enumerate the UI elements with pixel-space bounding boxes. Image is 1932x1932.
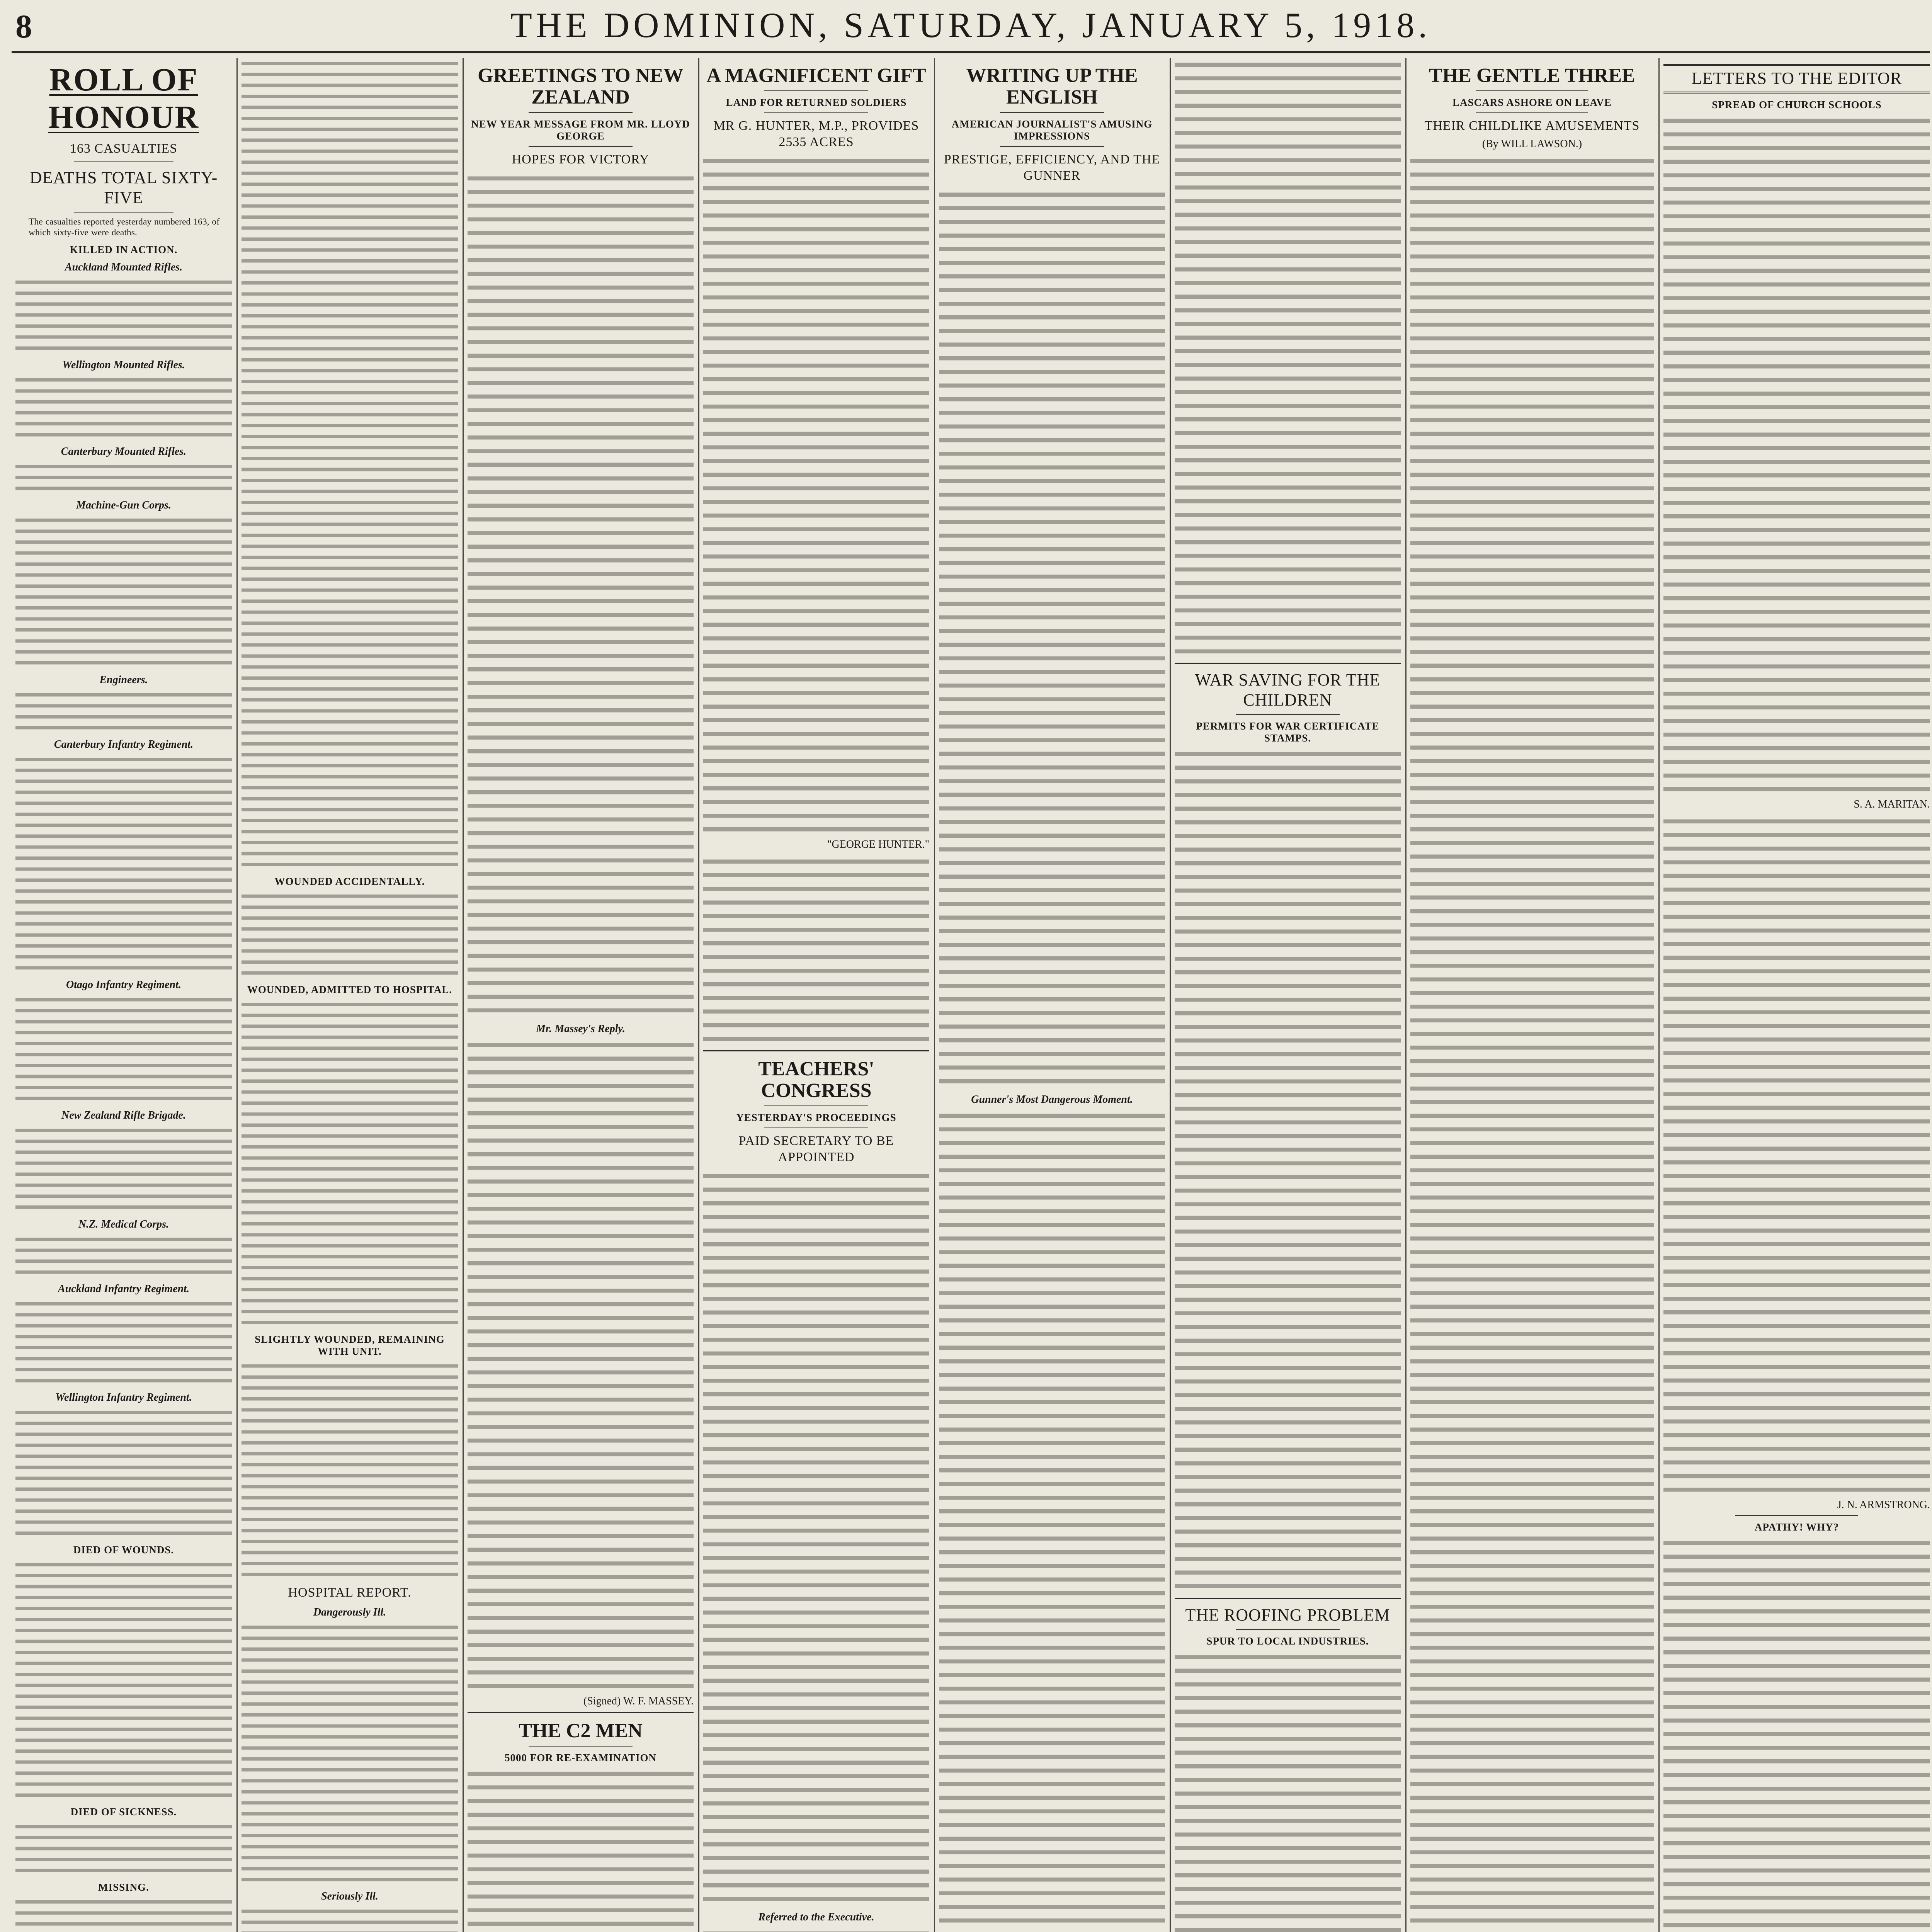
unit-heading: Auckland Infantry Regiment. [58, 1283, 189, 1295]
section-killed: KILLED IN ACTION. [70, 243, 178, 255]
english-deck: PRESTIGE, EFFICIENCY, AND THE GUNNER [944, 152, 1160, 183]
name-list [242, 1361, 458, 1580]
greetings-headline: GREETINGS TO NEW ZEALAND [478, 65, 684, 108]
signature: "GEORGE HUNTER." [827, 838, 929, 850]
english-subhead: AMERICAN JOURNALIST'S AMUSING IMPRESSIONS [951, 118, 1153, 142]
letters-headline: LETTERS TO THE EDITOR [1663, 64, 1930, 94]
column-letters [1663, 58, 1930, 1932]
war-saving-headline: WAR SAVING FOR THE CHILDREN [1195, 670, 1381, 710]
unit-heading: New Zealand Rifle Brigade. [61, 1109, 186, 1122]
unit-heading: Canterbury Infantry Regiment. [54, 738, 194, 751]
name-list [15, 1559, 232, 1801]
unit-heading: Machine-Gun Corps. [76, 499, 171, 512]
name-list [242, 1622, 458, 1885]
article-body [468, 172, 694, 1017]
subsection-heading: Referred to the Executive. [758, 1911, 874, 1923]
article-body [468, 1767, 694, 1932]
subsection-heading: Mr. Massey's Reply. [536, 1022, 625, 1035]
apathy-heading: APATHY! WHY? [1754, 1521, 1839, 1533]
divider [1000, 146, 1104, 147]
unit-heading: Otago Infantry Regiment. [66, 979, 181, 991]
column-divider [236, 58, 238, 1932]
unit-heading: Seriously Ill. [321, 1890, 378, 1903]
name-list [15, 515, 232, 668]
name-list [15, 1896, 232, 1932]
divider [1476, 112, 1588, 113]
masthead [0, 0, 1932, 58]
column-divider [1170, 58, 1171, 1932]
byline: (By WILL LAWSON.) [1482, 138, 1582, 150]
signature: S. A. MARITAN. [1854, 798, 1930, 810]
section-slightly-wounded: SLIGHTLY WOUNDED, REMAINING WITH UNIT. [255, 1333, 445, 1357]
divider [1236, 714, 1340, 715]
unit-heading: Wellington Mounted Rifles. [62, 359, 185, 371]
letters-subhead: SPREAD OF CHURCH SCHOOLS [1712, 99, 1882, 111]
divider [529, 146, 633, 147]
letter-body [1663, 114, 1930, 796]
casualties-subhead: 163 CASUALTIES [70, 141, 178, 156]
divider [74, 212, 173, 213]
deaths-headline: DEATHS TOTAL SIXTY-FIVE [29, 168, 218, 207]
teachers-deck: PAID SECRETARY TO BE APPOINTED [738, 1134, 894, 1165]
casualty-intro: The casualties reported yesterday numbered 163, of which sixty-five were deaths. [29, 217, 220, 238]
name-list [15, 1407, 232, 1539]
section-hospital-report: HOSPITAL REPORT. [288, 1585, 412, 1600]
divider [468, 1712, 694, 1713]
column-divider [1405, 58, 1406, 1932]
unit-heading: Dangerously Ill. [313, 1606, 386, 1618]
divider [74, 161, 173, 162]
article-body [703, 1927, 929, 1932]
gentle-three-headline: THE GENTLE THREE [1429, 65, 1635, 87]
column-casualty-continuation [242, 58, 458, 1932]
article-body [703, 855, 929, 1046]
divider [764, 1105, 868, 1106]
c2-subhead: 5000 FOR RE-EXAMINATION [505, 1752, 656, 1764]
roofing-subhead: SPUR TO LOCAL INDUSTRIES. [1206, 1635, 1369, 1647]
masthead-rule [12, 51, 1930, 53]
unit-heading: Canterbury Mounted Rifles. [61, 446, 187, 457]
unit-heading: N.Z. Medical Corps. [78, 1218, 169, 1230]
english-headline: WRITING UP THE ENGLISH [966, 65, 1138, 108]
name-list [242, 1906, 458, 1932]
name-list [15, 1234, 232, 1278]
column-magnificent-gift [703, 58, 929, 1932]
name-list [15, 374, 232, 440]
letter-body [1663, 815, 1930, 1497]
gift-headline: A MAGNIFICENT GIFT [706, 65, 926, 87]
name-list [242, 58, 458, 870]
divider [703, 1050, 929, 1051]
divider [529, 1746, 633, 1747]
name-list [15, 1298, 232, 1386]
name-list [15, 994, 232, 1104]
greetings-subhead: NEW YEAR MESSAGE FROM MR. LLOYD GEORGE [471, 118, 690, 142]
article-body [468, 1038, 694, 1693]
name-list [15, 689, 232, 733]
greetings-deck: HOPES FOR VICTORY [512, 152, 650, 167]
roofing-headline: THE ROOFING PROBLEM [1185, 1605, 1390, 1624]
gift-deck: MR G. HUNTER, M.P., PROVIDES 2535 ACRES [713, 119, 919, 149]
name-list [15, 1125, 232, 1213]
gift-subhead: LAND FOR RETURNED SOLDIERS [726, 97, 907, 108]
roll-of-honour-title: ROLL OF HONOUR [48, 62, 199, 135]
article-body [1175, 1650, 1401, 1932]
divider [764, 90, 868, 91]
column-divider [1658, 58, 1660, 1932]
column-greetings [468, 58, 694, 1932]
column-divider [698, 58, 699, 1932]
unit-heading: Auckland Mounted Rifles. [65, 261, 183, 273]
unit-heading: Wellington Infantry Regiment. [55, 1391, 192, 1404]
name-list [15, 461, 232, 494]
section-wounded-accidentally: WOUNDED ACCIDENTALLY. [274, 875, 425, 887]
article-body [939, 188, 1165, 1088]
article-body [1175, 747, 1401, 1593]
divider [529, 112, 633, 113]
divider [1175, 1598, 1401, 1599]
section-admitted-hospital: WOUNDED, ADMITTED TO HOSPITAL. [247, 983, 452, 995]
column-writing-up-english [939, 58, 1165, 1932]
name-list [15, 277, 232, 354]
article-body [1410, 154, 1654, 1932]
column-roll-of-honour [15, 58, 232, 1932]
article-body [703, 1169, 929, 1906]
divider [764, 112, 868, 113]
column-divider [934, 58, 935, 1932]
section-missing: MISSING. [98, 1881, 149, 1893]
signature: (Signed) W. F. MASSEY. [583, 1695, 694, 1707]
article-body [939, 1109, 1165, 1932]
teachers-subhead: YESTERDAY'S PROCEEDINGS [736, 1112, 896, 1124]
name-list [15, 754, 232, 973]
name-list [15, 1821, 232, 1876]
column-war-saving [1175, 58, 1401, 1932]
letter-body [1663, 1536, 1930, 1932]
war-saving-subhead: PERMITS FOR WAR CERTIFICATE STAMPS. [1196, 720, 1379, 744]
column-divider [463, 58, 464, 1932]
divider [1000, 112, 1104, 113]
newspaper-title: THE DOMINION, SATURDAY, JANUARY 5, 1918. [510, 5, 1431, 45]
page-number: 8 [15, 8, 32, 45]
gentle-three-deck: THEIR CHILDLIKE AMUSEMENTS [1424, 119, 1640, 133]
divider [1735, 1515, 1858, 1516]
c2-headline: THE C2 MEN [519, 1719, 643, 1742]
divider [1175, 663, 1401, 664]
article-body [1175, 58, 1401, 658]
article-body [703, 154, 929, 836]
section-died-of-sickness: DIED OF SICKNESS. [70, 1806, 177, 1818]
signature: J. N. ARMSTRONG. [1837, 1499, 1930, 1511]
name-list [242, 999, 458, 1328]
subsection-heading: Gunner's Most Dangerous Moment. [971, 1093, 1133, 1105]
divider [1476, 90, 1588, 91]
name-list [242, 891, 458, 978]
gentle-three-subhead: LASCARS ASHORE ON LEAVE [1452, 97, 1612, 108]
teachers-headline: TEACHERS' CONGRESS [758, 1058, 874, 1102]
divider [1236, 1629, 1340, 1630]
section-died-of-wounds: DIED OF WOUNDS. [73, 1544, 174, 1556]
column-gentle-three [1410, 58, 1654, 1932]
unit-heading: Engineers. [99, 673, 148, 686]
